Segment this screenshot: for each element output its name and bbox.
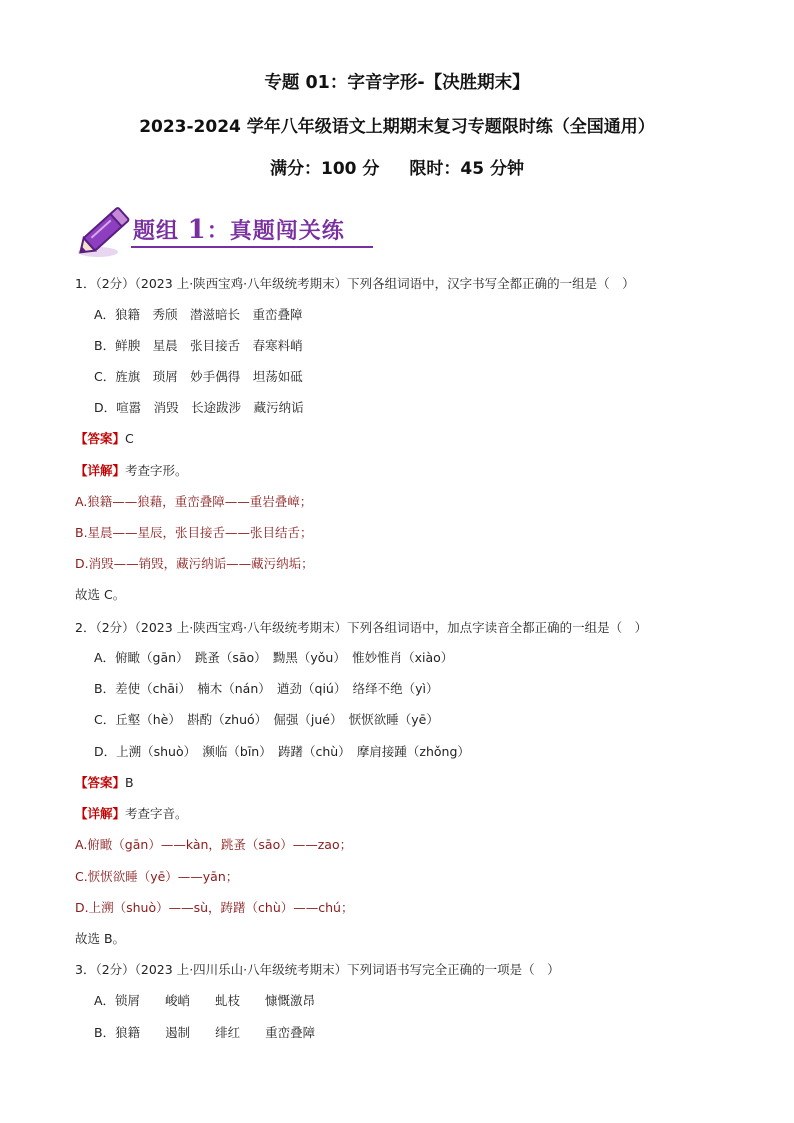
q2-explanation-a: A.俯瞰（gān）——kàn，跳蚤（sāo）——zao； [75,837,353,852]
q2-explanation-d: D.上溯（shuò）——sù，踌躇（chù）——chú； [75,900,354,915]
q2-detail: 【详解】考查字音。 [75,806,188,821]
page-subtitle: 2023-2024 学年八年级语文上期期末复习专题限时练（全国通用） [139,117,655,137]
time-limit: 限时：45 分钟 [409,159,524,179]
q1-detail: 【详解】考查字形。 [75,463,188,478]
score-time-line [0,154,794,179]
q2-option-a: A．俯瞰（gān） 跳蚤（sāo） 黝黑（yǒu） 惟妙惟肖（xiào） [94,650,454,665]
q3-option-a: A．锁屑 峻峭 虬枝 慷慨激昂 [94,993,316,1008]
question-3-stem: 3．（2分）（2023 上·四川乐山·八年级统考期末）下列词语书写完全正确的一项是（ ） [75,962,560,977]
question-2-stem: 2．（2分）（2023 上·陕西宝鸡·八年级统考期末）下列各组词语中，加点字读音全都正确的一组是（ ） [75,620,648,635]
q2-option-c: C．丘壑（hè） 斟酌（zhuó） 倔强（jué） 恹恹欲睡（yē） [94,712,439,727]
q1-answer: 【答案】C [75,431,134,446]
q1-option-b: B．鲜腴 星晨 张目接舌 春寒料峭 [94,338,303,353]
q2-conclusion: 故选 B。 [75,931,126,946]
section-banner [76,200,396,260]
page-title: 专题 01：字音字形-【决胜期末】 [264,73,530,93]
question-1-stem: 1．（2分）（2023 上·陕西宝鸡·八年级统考期末）下列各组词语中，汉字书写全都正确的一组是（ ） [75,276,635,291]
q1-option-c: C．旌旗 琐屑 妙手偶得 坦荡如砥 [94,369,303,384]
q1-option-d: D．喧嚣 消毁 长途跋涉 藏污纳诟 [94,400,304,415]
q2-option-b: B．差使（chāi） 楠木（nán） 遒劲（qiú） 络绎不绝（yì） [94,681,439,696]
q1-explanation-a: A.狼籍——狼藉，重峦叠障——重岩叠嶂； [75,494,313,509]
q2-answer: 【答案】B [75,775,134,790]
q1-explanation-b: B.星晨——星辰，张目接舌——张目结舌； [75,525,313,540]
q1-explanation-d: D.消毁——销毁，藏污纳诟——藏污纳垢； [75,556,314,571]
q1-conclusion: 故选 C。 [75,587,126,602]
full-score: 满分：100 分 [270,159,380,179]
q3-option-b: B．狼籍 遏制 绯红 重峦叠障 [94,1025,316,1040]
q1-option-a: A．狼籍 秀颀 潜滋暗长 重峦叠障 [94,307,303,322]
section-underline [131,246,373,248]
section-label: 题组 1：真题闯关练 [133,215,345,245]
q2-option-d: D．上溯（shuò） 濒临（bīn） 踌躇（chù） 摩肩接踵（zhǒng） [94,744,470,759]
pencil-icon [76,200,136,260]
q2-explanation-c: C.恹恹欲睡（yē）——yān； [75,869,239,884]
